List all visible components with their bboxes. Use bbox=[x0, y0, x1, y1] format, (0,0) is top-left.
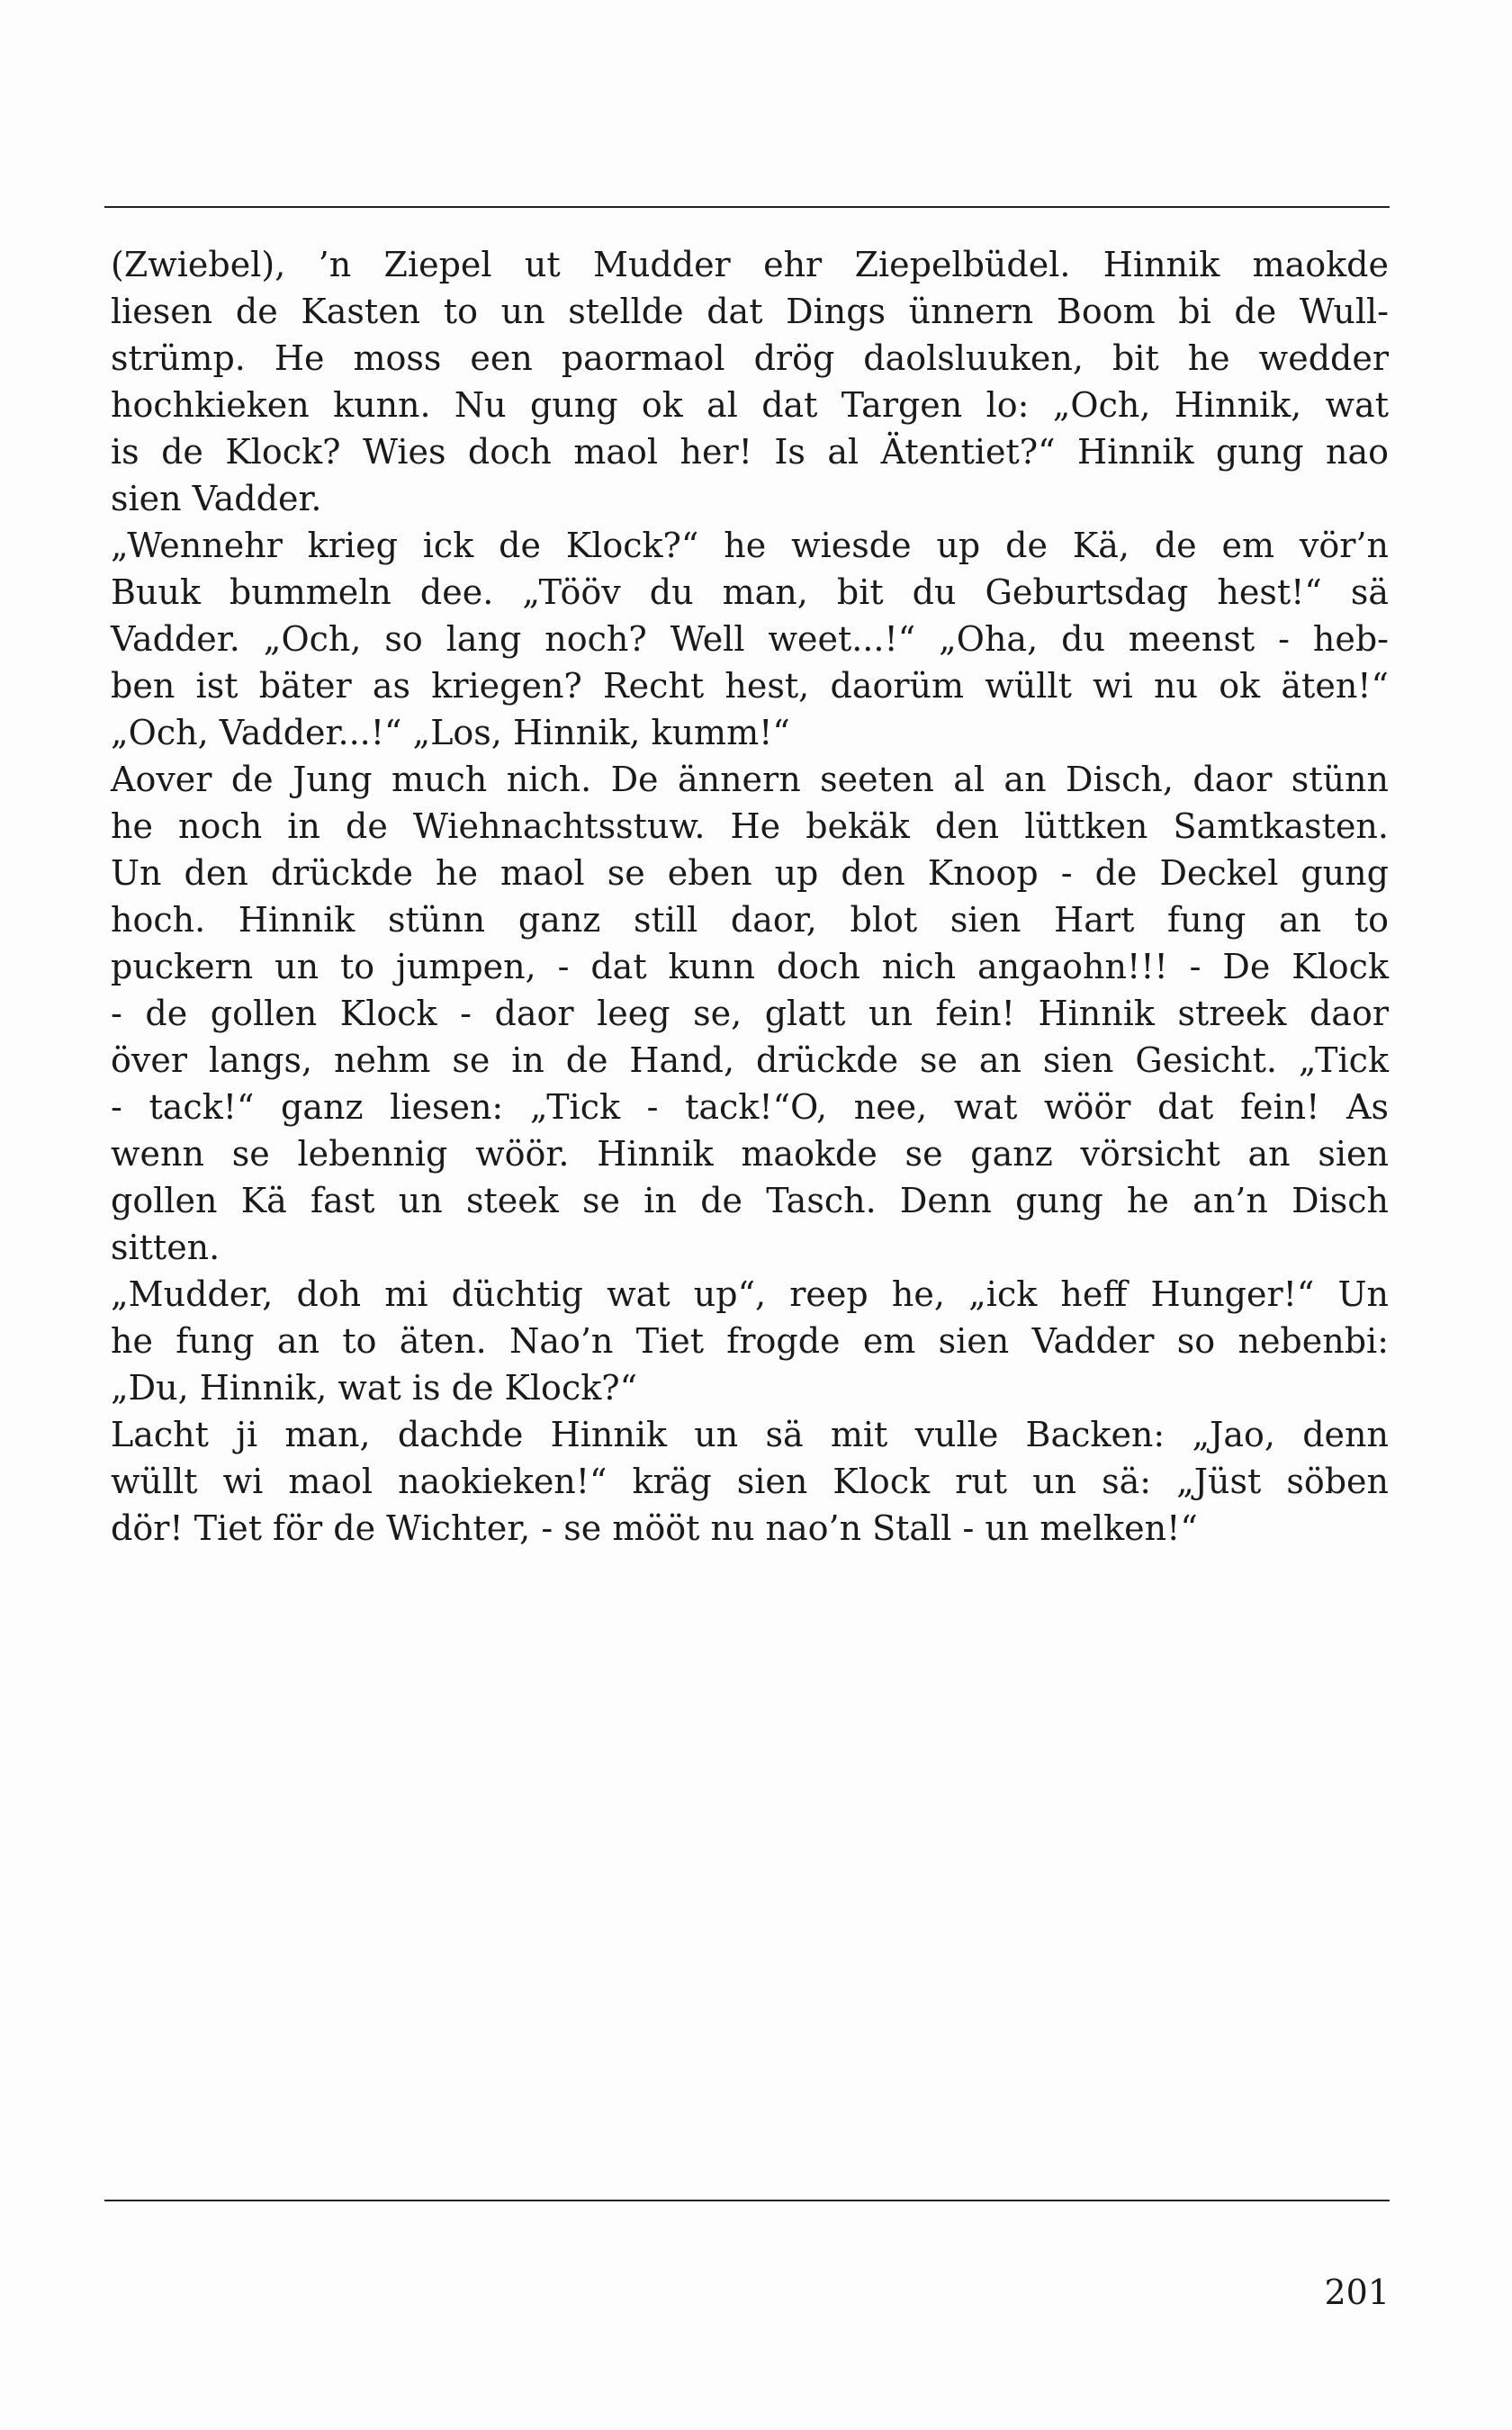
text-line: ben ist bäter as kriegen? Recht hest, daorüm wüllt wi nu ok äten!“ bbox=[111, 666, 1389, 706]
text-line: „Mudder, doh mi düchtig wat up“, reep he, „ick heff Hunger!“ Un bbox=[111, 1274, 1389, 1314]
text-line: hoch. Hinnik stünn ganz still daor, blot sien Hart fung an to bbox=[111, 900, 1389, 940]
text-line: Un den drückde he maol se eben up den Knoop - de Deckel gung bbox=[111, 853, 1389, 893]
text-line: „Och, Vadder...!“ „Los, Hinnik, kumm!“ bbox=[111, 713, 790, 752]
text-line: he noch in de Wiehnachtsstuw. He bekäk den lüttken Samtkasten. bbox=[111, 806, 1389, 846]
text-line: Vadder. „Och, so lang noch? Well weet...!“ „Oha, du meenst - heb- bbox=[111, 619, 1389, 659]
text-line: sitten. bbox=[111, 1228, 220, 1267]
text-line: puckern un to jumpen, - dat kunn doch nich angaohn!!! - De Klock bbox=[111, 947, 1389, 986]
body-text bbox=[111, 241, 1389, 1552]
text-line: wenn se lebennig wöör. Hinnik maokde se ganz vörsicht an sien bbox=[111, 1134, 1389, 1174]
text-line: liesen de Kasten to un stellde dat Dings ünnern Boom bi de Wull- bbox=[111, 292, 1389, 331]
text-line: Buuk bummeln dee. „Tööv du man, bit du Geburtsdag hest!“ sä bbox=[111, 572, 1389, 612]
header-rule bbox=[104, 206, 1390, 208]
text-line: - tack!“ ganz liesen: „Tick - tack!“O, nee, wat wöör dat fein! As bbox=[111, 1087, 1389, 1127]
footer-rule bbox=[104, 2200, 1390, 2201]
text-line: Aover de Jung much nich. De ännern seeten al an Disch, daor stünn bbox=[111, 760, 1389, 799]
text-line: „Wennehr krieg ick de Klock?“ he wiesde up de Kä, de em vör’n bbox=[111, 526, 1389, 565]
text-line: (Zwiebel), ’n Ziepel ut Mudder ehr Ziepelbüdel. Hinnik maokde bbox=[111, 245, 1389, 284]
text-line: gollen Kä fast un steek se in de Tasch. Denn gung he an’n Disch bbox=[111, 1181, 1389, 1220]
text-line: hochkieken kunn. Nu gung ok al dat Targen lo: „Och, Hinnik, wat bbox=[111, 385, 1389, 425]
text-line: dör! Tiet för de Wichter, - se mööt nu nao’n Stall - un melken!“ bbox=[111, 1508, 1198, 1548]
text-line: - de gollen Klock - daor leeg se, glatt un fein! Hinnik streek daor bbox=[111, 994, 1389, 1033]
text-line: Lacht ji man, dachde Hinnik un sä mit vulle Backen: „Jao, denn bbox=[111, 1415, 1389, 1454]
text-line: strümp. He moss een paormaol drög daolsluuken, bit he wedder bbox=[111, 338, 1389, 378]
text-line: „Du, Hinnik, wat is de Klock?“ bbox=[111, 1368, 638, 1408]
text-line: is de Klock? Wies doch maol her! Is al Ätentiet?“ Hinnik gung nao bbox=[111, 432, 1389, 472]
page-number: 201 bbox=[1324, 2272, 1390, 2312]
text-line: wüllt wi maol naokieken!“ kräg sien Klock rut un sä: „Jüst söben bbox=[111, 1462, 1389, 1501]
text-line: över langs, nehm se in de Hand, drückde se an sien Gesicht. „Tick bbox=[111, 1040, 1389, 1080]
text-line: he fung an to äten. Nao’n Tiet frogde em sien Vadder so nebenbi: bbox=[111, 1321, 1389, 1361]
text-line: sien Vadder. bbox=[111, 479, 322, 518]
